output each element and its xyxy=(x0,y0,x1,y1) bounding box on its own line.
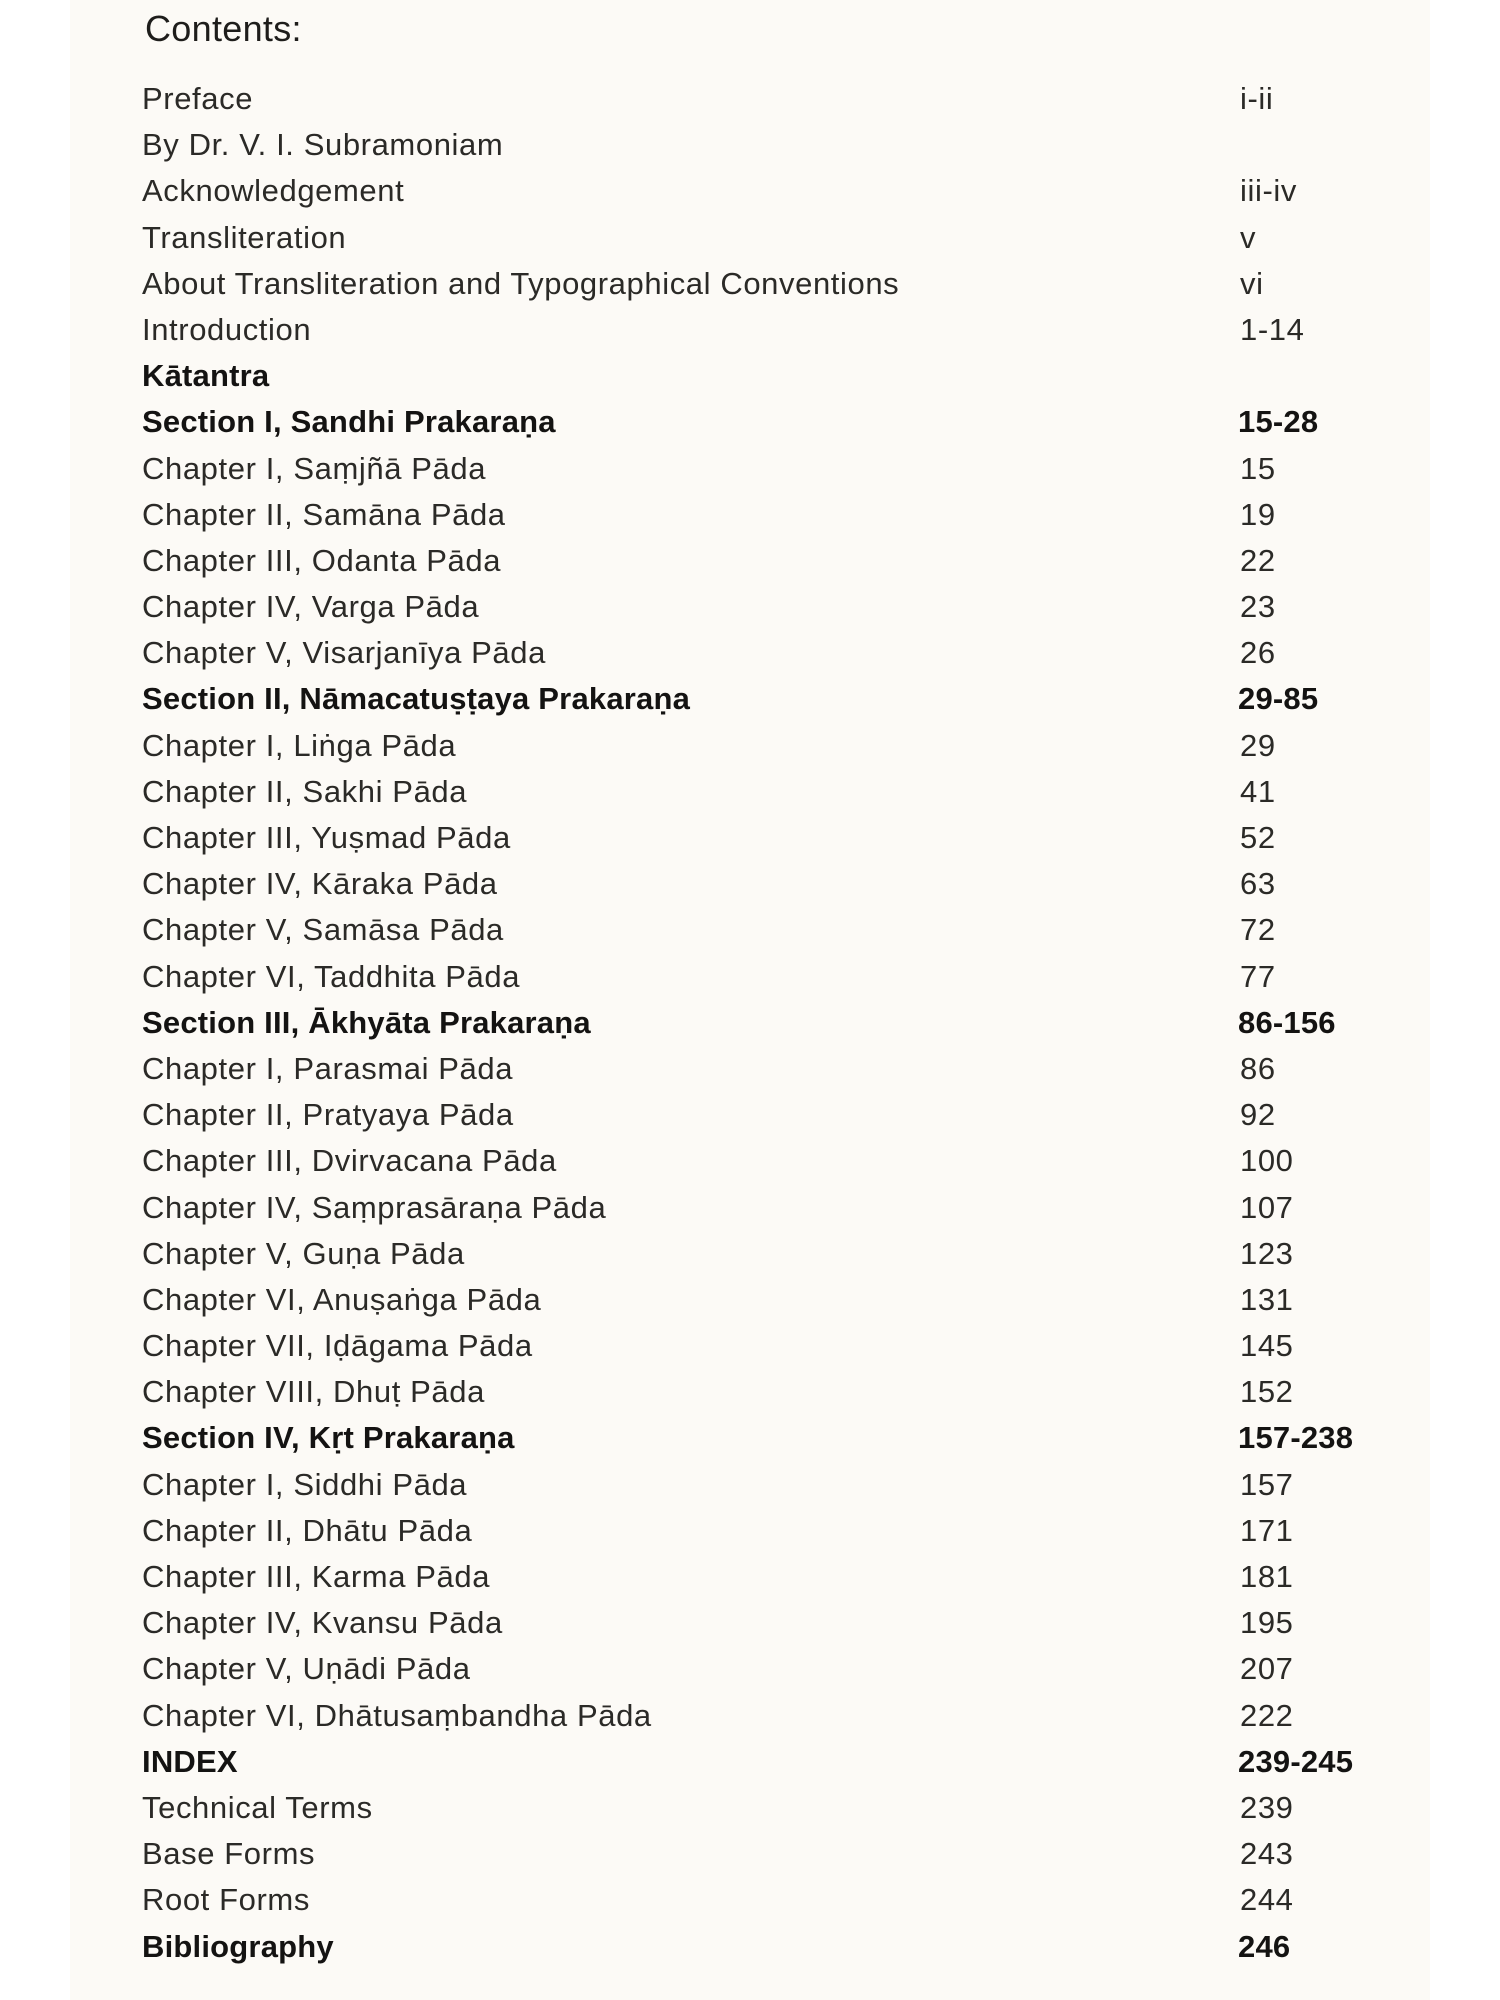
toc-entry-page: 86-156 xyxy=(1238,1004,1336,1040)
toc-entry-page: 145 xyxy=(1240,1328,1294,1364)
toc-entry-title: Chapter V, Samāsa Pāda xyxy=(142,912,504,948)
toc-entry xyxy=(70,1462,1430,1508)
toc-entry-title: Technical Terms xyxy=(142,1789,373,1825)
toc-entry xyxy=(70,1508,1430,1554)
toc-entry-title: By Dr. V. I. Subramoniam xyxy=(142,127,504,163)
toc-entry xyxy=(70,261,1430,307)
toc-entry xyxy=(70,168,1430,214)
toc-entry-page: iii-iv xyxy=(1240,173,1297,209)
toc-entry-page: 100 xyxy=(1240,1143,1294,1179)
toc-entry-title: Chapter II, Dhātu Pāda xyxy=(142,1512,473,1548)
toc-entry-page: 19 xyxy=(1240,496,1276,532)
toc-entry-title: Chapter IV, Varga Pāda xyxy=(142,589,480,625)
toc-entry-title: Acknowledgement xyxy=(142,173,405,209)
toc-entry-title: Chapter III, Dvirvacana Pāda xyxy=(142,1143,557,1179)
toc-entry-title: Section I, Sandhi Prakaraṇa xyxy=(142,404,556,440)
toc-entry-page: 77 xyxy=(1240,958,1276,994)
toc-entry-title: Chapter VIII, Dhuṭ Pāda xyxy=(142,1374,485,1410)
toc-entry-title: Chapter III, Odanta Pāda xyxy=(142,542,502,578)
toc-entry xyxy=(70,492,1430,538)
book-page xyxy=(70,0,1430,2000)
toc-entry-title: About Transliteration and Typographical Conventions xyxy=(142,265,900,301)
toc-entry xyxy=(70,1785,1430,1831)
toc-entry-title: Chapter II, Pratyaya Pāda xyxy=(142,1097,514,1133)
table-of-contents xyxy=(70,76,1430,1970)
toc-entry xyxy=(70,1600,1430,1646)
toc-entry xyxy=(70,584,1430,630)
toc-entry-page: vi xyxy=(1240,265,1264,301)
toc-entry-title: Chapter II, Sakhi Pāda xyxy=(142,773,468,809)
toc-entry-page: 131 xyxy=(1240,1281,1294,1317)
toc-entry xyxy=(70,1646,1430,1692)
toc-entry-title: Chapter VII, Iḍāgama Pāda xyxy=(142,1328,533,1364)
toc-entry xyxy=(70,1693,1430,1739)
toc-entry-page: 15-28 xyxy=(1238,404,1319,440)
toc-entry xyxy=(70,1046,1430,1092)
toc-entry xyxy=(70,215,1430,261)
toc-entry-title: Chapter I, Saṃjñā Pāda xyxy=(142,450,487,486)
toc-entry-title: Chapter VI, Taddhita Pāda xyxy=(142,958,521,994)
toc-entry xyxy=(70,1369,1430,1415)
toc-entry-title: Base Forms xyxy=(142,1836,316,1872)
toc-entry-title: Bibliography xyxy=(142,1928,334,1964)
toc-entry-title: Chapter III, Karma Pāda xyxy=(142,1559,491,1594)
toc-entry xyxy=(70,1092,1430,1138)
toc-entry xyxy=(70,1185,1430,1231)
toc-entry-title: Transliteration xyxy=(142,219,347,255)
toc-entry-title: Chapter VI, Dhātusaṃbandha Pāda xyxy=(142,1697,652,1733)
toc-entry-title: Chapter V, Guṇa Pāda xyxy=(142,1235,465,1271)
toc-entry xyxy=(70,353,1430,399)
toc-entry xyxy=(70,769,1430,815)
toc-entry-title: Chapter V, Visarjanīya Pāda xyxy=(142,635,546,671)
toc-entry-page: 41 xyxy=(1240,773,1276,809)
toc-entry-page: 29-85 xyxy=(1238,681,1319,717)
toc-entry-title: Chapter IV, Saṃprasāraṇa Pāda xyxy=(142,1189,607,1225)
toc-entry-title: Section III, Ākhyāta Prakaraṇa xyxy=(142,1004,591,1040)
toc-entry-page: v xyxy=(1240,219,1257,255)
toc-entry-title: Chapter IV, Kāraka Pāda xyxy=(142,866,498,902)
toc-entry-page: 86 xyxy=(1240,1050,1276,1086)
toc-entry xyxy=(70,1415,1430,1461)
toc-entry-page: 63 xyxy=(1240,866,1276,902)
toc-entry-title: Introduction xyxy=(142,311,312,347)
toc-entry xyxy=(70,1924,1430,1970)
toc-entry xyxy=(70,630,1430,676)
toc-entry xyxy=(70,1000,1430,1046)
toc-entry-page: 171 xyxy=(1240,1512,1294,1548)
toc-entry-page: 243 xyxy=(1240,1836,1294,1872)
toc-entry-title: Kātantra xyxy=(142,358,270,394)
toc-entry xyxy=(70,861,1430,907)
toc-entry-page: 23 xyxy=(1240,589,1276,625)
toc-entry xyxy=(70,1831,1430,1877)
toc-entry xyxy=(70,399,1430,445)
toc-entry xyxy=(70,1138,1430,1184)
toc-entry xyxy=(70,907,1430,953)
toc-entry-page: 207 xyxy=(1240,1651,1294,1687)
toc-entry-title: Chapter I, Siddhi Pāda xyxy=(142,1466,468,1502)
toc-entry-page: 15 xyxy=(1240,450,1276,486)
toc-entry-page: 107 xyxy=(1240,1189,1294,1225)
toc-entry-title: Chapter VI, Anuṣaṅga Pāda xyxy=(142,1281,542,1317)
toc-entry-page: 152 xyxy=(1240,1374,1294,1410)
page-title: Contents: xyxy=(145,8,302,49)
toc-entry-page: 244 xyxy=(1240,1882,1294,1918)
toc-entry xyxy=(70,1323,1430,1369)
toc-entry-title: Chapter IV, Kvansu Pāda xyxy=(142,1605,503,1641)
toc-entry-page: i-ii xyxy=(1240,81,1274,116)
toc-entry-page: 157 xyxy=(1240,1466,1294,1502)
toc-entry-page: 1-14 xyxy=(1240,311,1305,347)
toc-entry xyxy=(70,307,1430,353)
toc-entry-page: 222 xyxy=(1240,1697,1294,1733)
toc-entry-title: INDEX xyxy=(142,1743,238,1779)
toc-entry-title: Preface xyxy=(142,81,254,116)
toc-entry-page: 246 xyxy=(1238,1928,1291,1964)
toc-entry xyxy=(70,1877,1430,1923)
toc-entry-page: 181 xyxy=(1240,1559,1294,1594)
toc-entry xyxy=(70,676,1430,722)
toc-entry xyxy=(70,1554,1430,1600)
toc-entry xyxy=(70,1739,1430,1785)
toc-entry xyxy=(70,122,1430,168)
toc-entry xyxy=(70,1231,1430,1277)
toc-entry-title: Chapter III, Yuṣmad Pāda xyxy=(142,820,511,855)
toc-entry-title: Chapter II, Samāna Pāda xyxy=(142,496,506,532)
toc-entry-title: Root Forms xyxy=(142,1882,310,1918)
toc-entry xyxy=(70,538,1430,584)
toc-entry-title: Section II, Nāmacatuṣṭaya Prakaraṇa xyxy=(142,681,691,717)
toc-entry xyxy=(70,723,1430,769)
toc-entry-page: 29 xyxy=(1240,727,1276,763)
toc-entry-page: 123 xyxy=(1240,1235,1294,1271)
toc-entry-title: Chapter I, Parasmai Pāda xyxy=(142,1050,514,1086)
toc-entry-page: 72 xyxy=(1240,912,1276,948)
toc-entry-title: Section IV, Kṛt Prakaraṇa xyxy=(142,1420,515,1456)
toc-entry-page: 157-238 xyxy=(1238,1420,1354,1456)
toc-entry-title: Chapter V, Uṇādi Pāda xyxy=(142,1651,471,1687)
toc-entry xyxy=(70,1277,1430,1323)
toc-entry-page: 239 xyxy=(1240,1789,1294,1825)
toc-entry-page: 52 xyxy=(1240,820,1276,855)
toc-entry xyxy=(70,815,1430,861)
toc-entry-page: 92 xyxy=(1240,1097,1276,1133)
toc-entry-page: 22 xyxy=(1240,542,1276,578)
toc-entry xyxy=(70,954,1430,1000)
toc-entry-page: 26 xyxy=(1240,635,1276,671)
toc-entry-page: 239-245 xyxy=(1238,1743,1354,1779)
toc-entry-page: 195 xyxy=(1240,1605,1294,1641)
toc-entry xyxy=(70,76,1430,122)
toc-entry-title: Chapter I, Liṅga Pāda xyxy=(142,727,457,763)
toc-entry xyxy=(70,446,1430,492)
